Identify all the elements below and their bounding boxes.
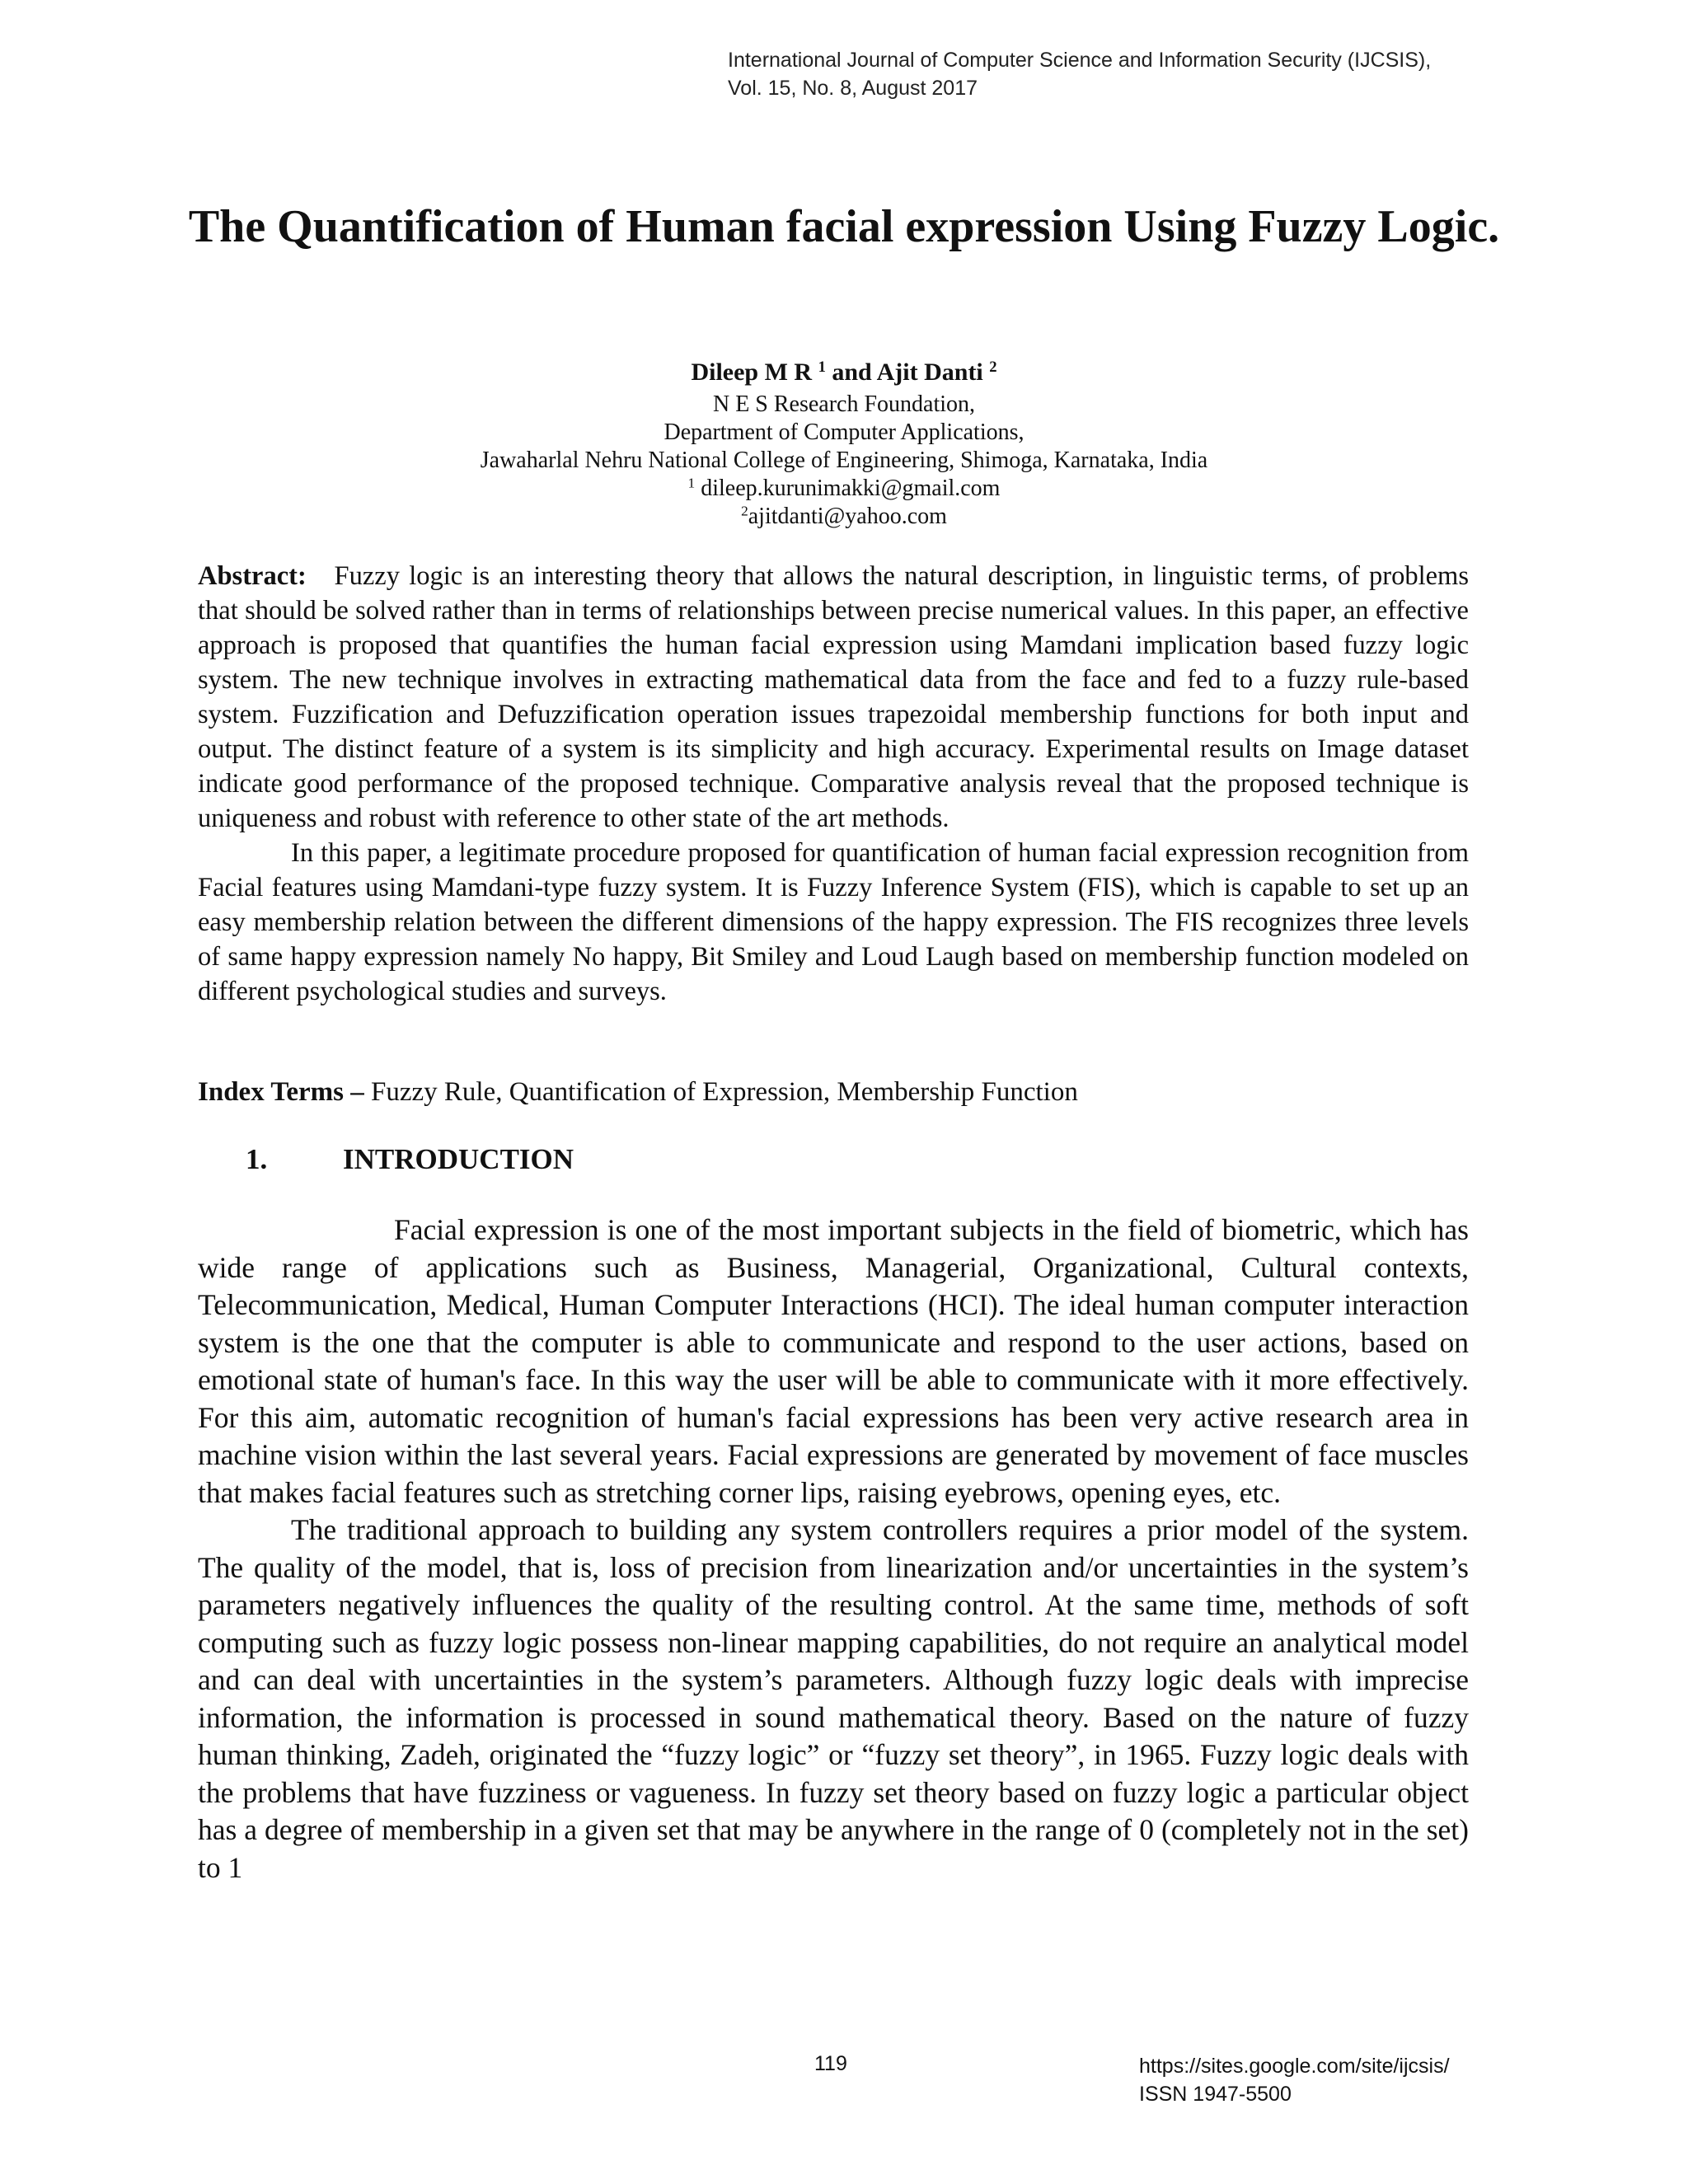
journal-name: International Journal of Computer Science and Information Security (IJCSIS), xyxy=(728,49,1432,72)
paper-title: The Quantification of Human facial expression Using Fuzzy Logic. xyxy=(188,201,1500,252)
abstract-label: Abstract: xyxy=(198,561,307,591)
author-1: Dileep M R xyxy=(691,359,813,386)
abstract-paragraph-2: In this paper, a legitimate procedure proposed for quantification of human facial expression recognition from Facial features using Mamdani-type fuzzy system. It is Fuzzy Inference System (FIS), which is capable to set up an easy membership relation between the different dimensions of the happy expression. The FIS recognizes three levels of same happy expression namely No happy, Bit Smiley and Loud Laugh based on membership function modeled on different psychological studies and surveys. xyxy=(198,838,1469,1006)
journal-volume: Vol. 15, No. 8, August 2017 xyxy=(728,77,978,100)
email-1 xyxy=(0,475,1688,503)
page-number: 119 xyxy=(814,2052,847,2075)
section-number: 1. xyxy=(246,1143,268,1175)
author-2: Ajit Danti xyxy=(876,359,983,386)
section-title: INTRODUCTION xyxy=(343,1143,574,1175)
affiliation-foundation: N E S Research Foundation, xyxy=(712,391,976,417)
author-1-marker: 1 xyxy=(818,358,826,376)
email-1-address: dileep.kurunimakki@gmail.com xyxy=(701,476,1001,501)
issn: ISSN 1947-5500 xyxy=(1139,2083,1292,2106)
email-2-address: ajitdanti@yahoo.com xyxy=(748,504,947,529)
email-1-marker: 1 xyxy=(687,475,696,491)
index-terms-text: Fuzzy Rule, Quantification of Expression, Membership Function xyxy=(370,1077,1078,1107)
author-names xyxy=(0,354,1688,391)
footer-info xyxy=(1139,2052,1450,2108)
index-terms xyxy=(198,1075,1469,1109)
abstract xyxy=(198,559,1469,1009)
journal-header xyxy=(728,46,1431,102)
abstract-text-1: Fuzzy logic is an interesting theory that allows the natural description, in linguistic terms, of problems that should be solved rather than in terms of relationships between precise numerical values. In this paper, an effective approach is proposed that quantifies the human facial expression using Mamdani implication based fuzzy logic system. The new technique involves in extracting mathematical data from the face and fed to a fuzzy rule-based system. Fuzzification and Defuzzification operation issues trapezoidal membership functions for both input and output. The distinct feature of a system is its simplicity and high accuracy. Experimental results on Image dataset indicate good performance of the proposed technique. Comparative analysis reveal that the proposed technique is uniqueness and robust with reference to other state of the art methods. xyxy=(198,561,1469,833)
section-heading-introduction xyxy=(246,1141,574,1179)
affiliation-department: Department of Computer Applications, xyxy=(663,419,1025,445)
author-block xyxy=(0,354,1688,531)
introduction-paragraph-1: Facial expression is one of the most important subjects in the field of biometric, which has wide range of applications such as Business, Managerial, Organizational, Cultural contexts, Telecommunication, Medical, Human Computer Interactions (HCI). The ideal human computer interaction system is the one that the computer is able to communicate and respond to the user actions, based on emotional state of human's face. In this way the user will be able to communicate with it more effectively. For this aim, automatic recognition of human's facial expressions has been very active research area in machine vision within the last several years. Facial expressions are generated by movement of face muscles that makes facial features such as stretching corner lips, raising eyebrows, opening eyes, etc. xyxy=(198,1213,1469,1509)
abstract-paragraph-1 xyxy=(198,559,1469,836)
introduction-paragraph-2: The traditional approach to building any system controllers requires a prior model of the system. The quality of the model, that is, loss of precision from linearization and/or uncertainties in the system’s parameters negatively influences the quality of the resulting control. At the same time, methods of soft computing such as fuzzy logic possess non-linear mapping capabilities, do not require an analytical model and can deal with uncertainties in the system’s parameters. Although fuzzy logic deals with imprecise information, the information is processed in sound mathematical theory. Based on the nature of fuzzy human thinking, Zadeh, originated the “fuzzy logic” or “fuzzy set theory”, in 1965. Fuzzy logic deals with the problems that have fuzziness or vagueness. In fuzzy set theory based on fuzzy logic a particular object has a degree of membership in a given set that may be anywhere in the range of 0 (completely not in the set) to 1 xyxy=(198,1513,1469,1884)
email-2-marker: 2 xyxy=(741,503,748,519)
journal-url: https://sites.google.com/site/ijcsis/ xyxy=(1139,2055,1450,2078)
affiliation-college: Jawaharlal Nehru National College of Engineering, Shimoga, Karnataka, India xyxy=(480,448,1208,473)
introduction-body xyxy=(198,1212,1469,1886)
author-conjunction: and xyxy=(832,359,872,386)
index-terms-label: Index Terms – xyxy=(198,1077,364,1107)
author-2-marker: 2 xyxy=(989,358,997,376)
email-2 xyxy=(0,503,1688,531)
